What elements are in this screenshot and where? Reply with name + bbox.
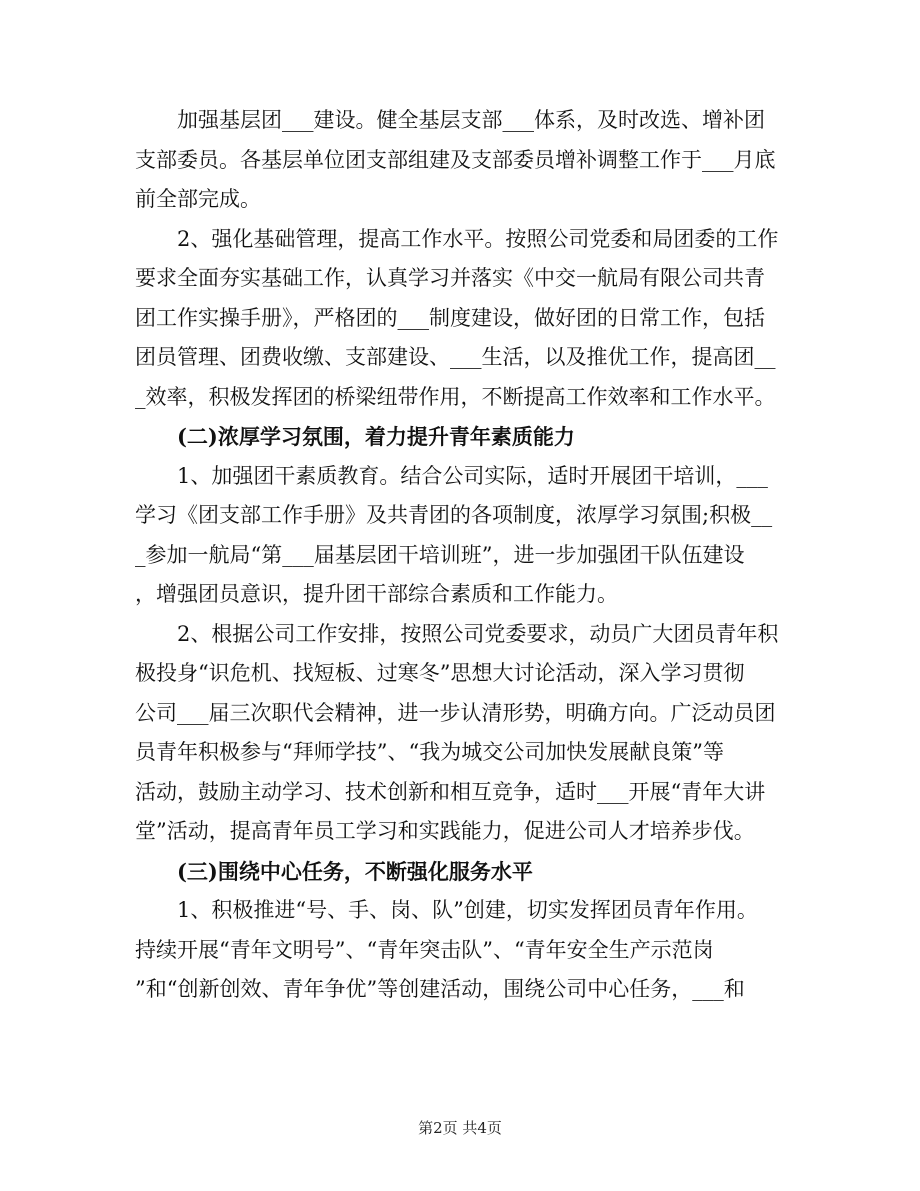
text-line: 堂”活动，提高青年员工学习和实践能力，促进公司人才培养步伐。 [135, 819, 755, 843]
text-line: 持续开展“青年文明号”、“青年突击队”、“青年安全生产示范岗 [135, 937, 714, 962]
text-line: 团工作实操手册》，严格团的___制度建设，做好团的日常工作，包括 [135, 305, 765, 330]
text-line: _效率，积极发挥团的桥梁纽带作用，不断提高工作效率和工作水平。 [135, 384, 776, 409]
text-line: 前全部完成。 [135, 187, 261, 211]
text-line: ”和“创新创效、青年争优”等创建活动，围绕公司中心任务，___和 [135, 977, 745, 1001]
text-line: 团员管理、团费收缴、支部建设、___生活，以及推优工作，提高团__ [135, 345, 776, 369]
section-heading: (二)浓厚学习氛围，着力提升青年素质能力 [135, 424, 575, 449]
text-line: _参加一航局“第___届基层团干培训班”，进一步加强团干队伍建设 [135, 542, 745, 567]
text-line: 公司___届三次职代会精神，进一步认清形势，明确方向。广泛动员团 [135, 700, 776, 725]
text-line: 2、根据公司工作安排，按照公司党委要求，动员广大团员青年积 [135, 621, 779, 646]
section-heading: (三)围绕中心任务，不断强化服务水平 [135, 858, 533, 884]
text-line: 极投身“识危机、找短板、过寒冬”思想大讨论活动，深入学习贯彻 [135, 661, 745, 685]
text-line: 1、积极推进“号、手、岗、队”创建，切实发挥团员青年作用。 [135, 898, 758, 922]
text-line: 要求全面夯实基础工作，认真学习并落实《中交一航局有限公司共青 [135, 266, 765, 290]
text-line: 2、强化基础管理，提高工作水平。按照公司党委和局团委的工作 [135, 226, 779, 251]
text-line: 1、加强团干素质教育。结合公司实际，适时开展团干培训，___ [135, 463, 768, 488]
text-line: 支部委员。各基层单位团支部组建及支部委员增补调整工作于___月底 [135, 147, 776, 172]
document-body [135, 101, 785, 1010]
text-line: 加强基层团___建设。健全基层支部___体系，及时改选、增补团 [135, 108, 765, 132]
text-line: 员青年积极参与“拜师学技”、“我为城交公司加快发展献良策”等 [135, 740, 724, 764]
page-number: 第2页 共4页 [418, 1119, 502, 1137]
text-line: 学习《团支部工作手册》及共青团的各项制度，浓厚学习氛围;积极__ [135, 503, 773, 527]
text-line: 活动，鼓励主动学习、技术创新和相互竞争，适时___开展“青年大讲 [135, 779, 766, 804]
text-line: ，增强团员意识，提升团干部综合素质和工作能力。 [135, 582, 618, 606]
